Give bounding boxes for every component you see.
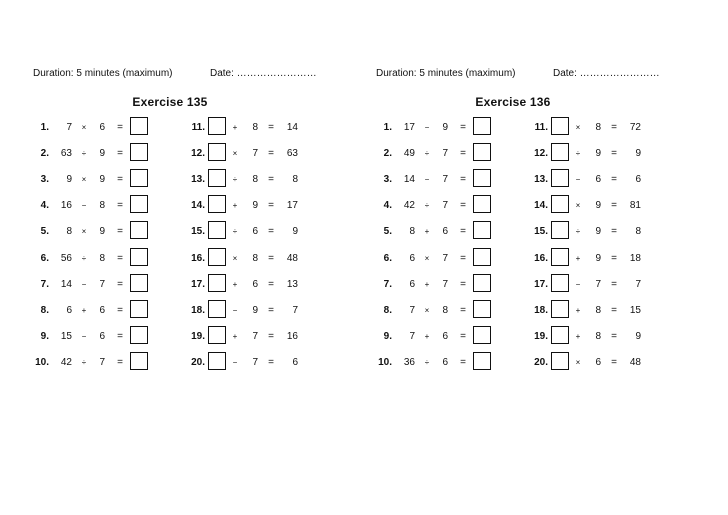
problem-number: 2. xyxy=(40,148,49,160)
problem-number: 4. xyxy=(40,200,49,212)
operand-a: 8 xyxy=(409,226,415,238)
equals-sign: = xyxy=(117,174,123,186)
equals-sign: = xyxy=(268,278,274,290)
operand-b: 6 xyxy=(442,226,448,238)
equals-sign: = xyxy=(117,226,123,238)
problem-number: 20. xyxy=(534,356,548,368)
problem-number: 20. xyxy=(191,356,205,368)
problem-number: 9. xyxy=(383,330,392,342)
operator: + xyxy=(575,305,581,315)
problem-number: 3. xyxy=(40,174,49,186)
operand-b: 7 xyxy=(442,252,448,264)
operand-b: 9 xyxy=(595,148,601,160)
equals-sign: = xyxy=(611,174,617,186)
operand-b: 9 xyxy=(252,304,258,316)
result-value: 6 xyxy=(292,356,298,368)
problem-row xyxy=(0,248,340,270)
equals-sign: = xyxy=(117,304,123,316)
problem-row xyxy=(0,195,340,217)
problem-number: 10. xyxy=(378,356,392,368)
worksheet-sheet xyxy=(343,0,707,515)
operator: − xyxy=(81,201,87,211)
operand-b: 8 xyxy=(252,174,258,186)
answer-box[interactable] xyxy=(551,221,569,239)
operator: × xyxy=(81,227,87,237)
operator: + xyxy=(424,331,430,341)
equals-sign: = xyxy=(460,304,466,316)
operand-a: 36 xyxy=(403,356,415,368)
result-value: 63 xyxy=(286,148,298,160)
operator: + xyxy=(424,227,430,237)
operator: − xyxy=(232,305,238,315)
answer-box[interactable] xyxy=(208,248,226,266)
operand-b: 8 xyxy=(252,122,258,133)
equals-sign: = xyxy=(460,278,466,290)
problem-row xyxy=(0,352,340,374)
equals-sign: = xyxy=(117,148,123,160)
operand-b: 8 xyxy=(595,304,601,316)
operand-a: 7 xyxy=(409,330,415,342)
equals-sign: = xyxy=(611,148,617,160)
operand-a: 7 xyxy=(66,122,72,133)
answer-box[interactable] xyxy=(551,326,569,344)
operator: − xyxy=(575,175,581,185)
result-value: 48 xyxy=(629,356,641,368)
date-label: Date: …………………… xyxy=(210,68,317,79)
problem-number: 14. xyxy=(191,200,205,212)
operand-a: 42 xyxy=(60,356,72,368)
problem-number: 8. xyxy=(40,304,49,316)
answer-box[interactable] xyxy=(551,300,569,318)
operand-b: 6 xyxy=(595,356,601,368)
problem-number: 3. xyxy=(383,174,392,186)
operator: ÷ xyxy=(232,227,238,237)
operator: − xyxy=(424,123,430,132)
operand-a: 6 xyxy=(409,278,415,290)
equals-sign: = xyxy=(611,278,617,290)
answer-box[interactable] xyxy=(208,221,226,239)
problem-number: 10. xyxy=(35,356,49,368)
equals-sign: = xyxy=(460,122,466,133)
answer-box[interactable] xyxy=(551,352,569,370)
problem-number: 16. xyxy=(534,252,548,264)
equals-sign: = xyxy=(117,356,123,368)
operator: ÷ xyxy=(575,227,581,237)
operand-a: 16 xyxy=(60,200,72,212)
operator: + xyxy=(232,123,238,132)
operand-b: 8 xyxy=(252,252,258,264)
operator: ÷ xyxy=(81,253,87,263)
equals-sign: = xyxy=(268,122,274,133)
problem-row xyxy=(0,143,340,165)
problem-row xyxy=(343,352,683,374)
equals-sign: = xyxy=(460,148,466,160)
result-value: 8 xyxy=(635,226,641,238)
operand-b: 6 xyxy=(99,122,105,133)
operator: − xyxy=(81,331,87,341)
problem-row xyxy=(0,169,340,191)
operand-b: 8 xyxy=(442,304,448,316)
operand-a: 56 xyxy=(60,252,72,264)
answer-box[interactable] xyxy=(208,169,226,187)
operator: × xyxy=(424,305,430,315)
problem-number: 6. xyxy=(40,252,49,264)
equals-sign: = xyxy=(611,356,617,368)
equals-sign: = xyxy=(611,304,617,316)
operand-a: 63 xyxy=(60,148,72,160)
result-value: 7 xyxy=(292,304,298,316)
equals-sign: = xyxy=(268,200,274,212)
operator: + xyxy=(81,305,87,315)
problem-number: 18. xyxy=(534,304,548,316)
operand-b: 7 xyxy=(252,356,258,368)
operand-a: 42 xyxy=(403,200,415,212)
problem-row xyxy=(0,326,340,348)
problem-number: 7. xyxy=(383,278,392,290)
result-value: 81 xyxy=(629,200,641,212)
answer-box[interactable] xyxy=(208,274,226,292)
operand-b: 9 xyxy=(595,252,601,264)
equals-sign: = xyxy=(460,252,466,264)
problem-row xyxy=(343,221,683,243)
problem-number: 12. xyxy=(534,148,548,160)
equals-sign: = xyxy=(460,226,466,238)
equals-sign: = xyxy=(268,356,274,368)
answer-box[interactable] xyxy=(208,326,226,344)
operand-b: 7 xyxy=(252,330,258,342)
problem-row xyxy=(0,221,340,243)
equals-sign: = xyxy=(460,200,466,212)
equals-sign: = xyxy=(268,330,274,342)
problem-number: 15. xyxy=(191,226,205,238)
operand-b: 7 xyxy=(99,356,105,368)
problem-number: 17. xyxy=(534,278,548,290)
result-value: 8 xyxy=(292,174,298,186)
operand-b: 9 xyxy=(99,148,105,160)
problem-row xyxy=(343,169,683,191)
problem-row xyxy=(343,117,683,139)
problem-number: 19. xyxy=(191,330,205,342)
answer-box[interactable] xyxy=(551,117,569,135)
operand-b: 9 xyxy=(595,200,601,212)
operator: + xyxy=(232,331,238,341)
problem-number: 19. xyxy=(534,330,548,342)
problem-row xyxy=(343,143,683,165)
equals-sign: = xyxy=(268,252,274,264)
equals-sign: = xyxy=(611,252,617,264)
operand-a: 14 xyxy=(60,278,72,290)
operand-b: 8 xyxy=(595,330,601,342)
result-value: 6 xyxy=(635,174,641,186)
problem-number: 13. xyxy=(191,174,205,186)
equals-sign: = xyxy=(268,226,274,238)
operator: × xyxy=(81,175,87,185)
operator: − xyxy=(81,279,87,289)
operand-b: 8 xyxy=(99,252,105,264)
problem-number: 9. xyxy=(40,330,49,342)
operand-b: 6 xyxy=(252,226,258,238)
equals-sign: = xyxy=(268,174,274,186)
problem-number: 12. xyxy=(191,148,205,160)
operand-a: 9 xyxy=(66,174,72,186)
operand-b: 6 xyxy=(442,356,448,368)
result-value: 72 xyxy=(629,122,641,133)
problem-row xyxy=(343,274,683,296)
result-value: 15 xyxy=(629,304,641,316)
problem-row xyxy=(343,248,683,270)
equals-sign: = xyxy=(611,122,617,133)
problem-number: 5. xyxy=(383,226,392,238)
equals-sign: = xyxy=(117,200,123,212)
operand-b: 7 xyxy=(99,278,105,290)
answer-box[interactable] xyxy=(208,143,226,161)
operator: × xyxy=(424,253,430,263)
operator: ÷ xyxy=(424,201,430,211)
answer-box[interactable] xyxy=(551,195,569,213)
operand-b: 7 xyxy=(442,148,448,160)
problem-row xyxy=(0,117,340,139)
operator: ÷ xyxy=(575,149,581,159)
equals-sign: = xyxy=(117,278,123,290)
operand-a: 7 xyxy=(409,304,415,316)
operator: − xyxy=(232,357,238,367)
result-value: 9 xyxy=(635,148,641,160)
operand-b: 7 xyxy=(442,278,448,290)
operator: ÷ xyxy=(81,357,87,367)
problem-number: 11. xyxy=(191,122,205,133)
operand-b: 9 xyxy=(99,174,105,186)
operator: × xyxy=(575,201,581,211)
operand-a: 17 xyxy=(403,122,415,133)
result-value: 13 xyxy=(286,278,298,290)
duration-label: Duration: 5 minutes (maximum) xyxy=(33,68,173,79)
answer-box[interactable] xyxy=(208,195,226,213)
equals-sign: = xyxy=(268,304,274,316)
answer-box[interactable] xyxy=(551,248,569,266)
result-value: 16 xyxy=(286,330,298,342)
problem-row xyxy=(343,300,683,322)
answer-box[interactable] xyxy=(208,300,226,318)
equals-sign: = xyxy=(268,148,274,160)
operand-b: 9 xyxy=(252,200,258,212)
problem-row xyxy=(0,300,340,322)
operator: + xyxy=(424,279,430,289)
operator: + xyxy=(232,279,238,289)
problem-number: 1. xyxy=(383,122,392,133)
operator: × xyxy=(232,149,238,159)
problem-number: 8. xyxy=(383,304,392,316)
equals-sign: = xyxy=(611,330,617,342)
problem-number: 13. xyxy=(534,174,548,186)
equals-sign: = xyxy=(611,200,617,212)
answer-box[interactable] xyxy=(551,274,569,292)
operand-a: 15 xyxy=(60,330,72,342)
equals-sign: = xyxy=(460,330,466,342)
problem-row xyxy=(0,274,340,296)
operator: ÷ xyxy=(424,149,430,159)
result-value: 14 xyxy=(286,122,298,133)
operand-b: 6 xyxy=(99,330,105,342)
operand-b: 7 xyxy=(442,174,448,186)
exercise-title: Exercise 135 xyxy=(132,95,208,109)
operator: + xyxy=(575,253,581,263)
operand-a: 49 xyxy=(403,148,415,160)
operator: × xyxy=(575,357,581,367)
operand-b: 8 xyxy=(99,200,105,212)
exercise-title: Exercise 136 xyxy=(475,95,551,109)
duration-label: Duration: 5 minutes (maximum) xyxy=(376,68,516,79)
problem-number: 15. xyxy=(534,226,548,238)
result-value: 17 xyxy=(286,200,298,212)
operator: − xyxy=(575,279,581,289)
answer-box[interactable] xyxy=(551,169,569,187)
problem-row xyxy=(343,326,683,348)
operator: × xyxy=(232,253,238,263)
problem-number: 18. xyxy=(191,304,205,316)
operand-a: 6 xyxy=(66,304,72,316)
operator: + xyxy=(232,201,238,211)
result-value: 9 xyxy=(292,226,298,238)
operator: × xyxy=(575,123,581,132)
equals-sign: = xyxy=(460,174,466,186)
operand-b: 6 xyxy=(99,304,105,316)
operand-b: 6 xyxy=(442,330,448,342)
equals-sign: = xyxy=(611,226,617,238)
equals-sign: = xyxy=(117,122,123,133)
equals-sign: = xyxy=(117,330,123,342)
operand-b: 7 xyxy=(595,278,601,290)
problem-number: 16. xyxy=(191,252,205,264)
equals-sign: = xyxy=(460,356,466,368)
operand-a: 14 xyxy=(403,174,415,186)
result-value: 18 xyxy=(629,252,641,264)
operator: − xyxy=(424,175,430,185)
result-value: 9 xyxy=(635,330,641,342)
problem-number: 4. xyxy=(383,200,392,212)
problem-number: 5. xyxy=(40,226,49,238)
problem-number: 7. xyxy=(40,278,49,290)
operand-b: 9 xyxy=(99,226,105,238)
operand-b: 7 xyxy=(442,200,448,212)
operand-b: 8 xyxy=(595,122,601,133)
operand-b: 6 xyxy=(252,278,258,290)
answer-box[interactable] xyxy=(551,143,569,161)
operand-b: 7 xyxy=(252,148,258,160)
result-value: 48 xyxy=(286,252,298,264)
operand-b: 9 xyxy=(595,226,601,238)
problem-number: 2. xyxy=(383,148,392,160)
operator: ÷ xyxy=(232,175,238,185)
answer-box[interactable] xyxy=(208,352,226,370)
operand-a: 6 xyxy=(409,252,415,264)
operator: ÷ xyxy=(424,357,430,367)
operand-b: 9 xyxy=(442,122,448,133)
result-value: 7 xyxy=(635,278,641,290)
equals-sign: = xyxy=(117,252,123,264)
problem-number: 6. xyxy=(383,252,392,264)
problem-number: 1. xyxy=(40,122,49,133)
answer-box[interactable] xyxy=(208,117,226,135)
problem-number: 14. xyxy=(534,200,548,212)
operator: × xyxy=(81,123,87,132)
operator: ÷ xyxy=(81,149,87,159)
problem-number: 17. xyxy=(191,278,205,290)
date-label: Date: …………………… xyxy=(553,68,660,79)
problem-row xyxy=(343,195,683,217)
problem-number: 11. xyxy=(534,122,548,133)
operand-b: 6 xyxy=(595,174,601,186)
operand-a: 8 xyxy=(66,226,72,238)
operator: + xyxy=(575,331,581,341)
